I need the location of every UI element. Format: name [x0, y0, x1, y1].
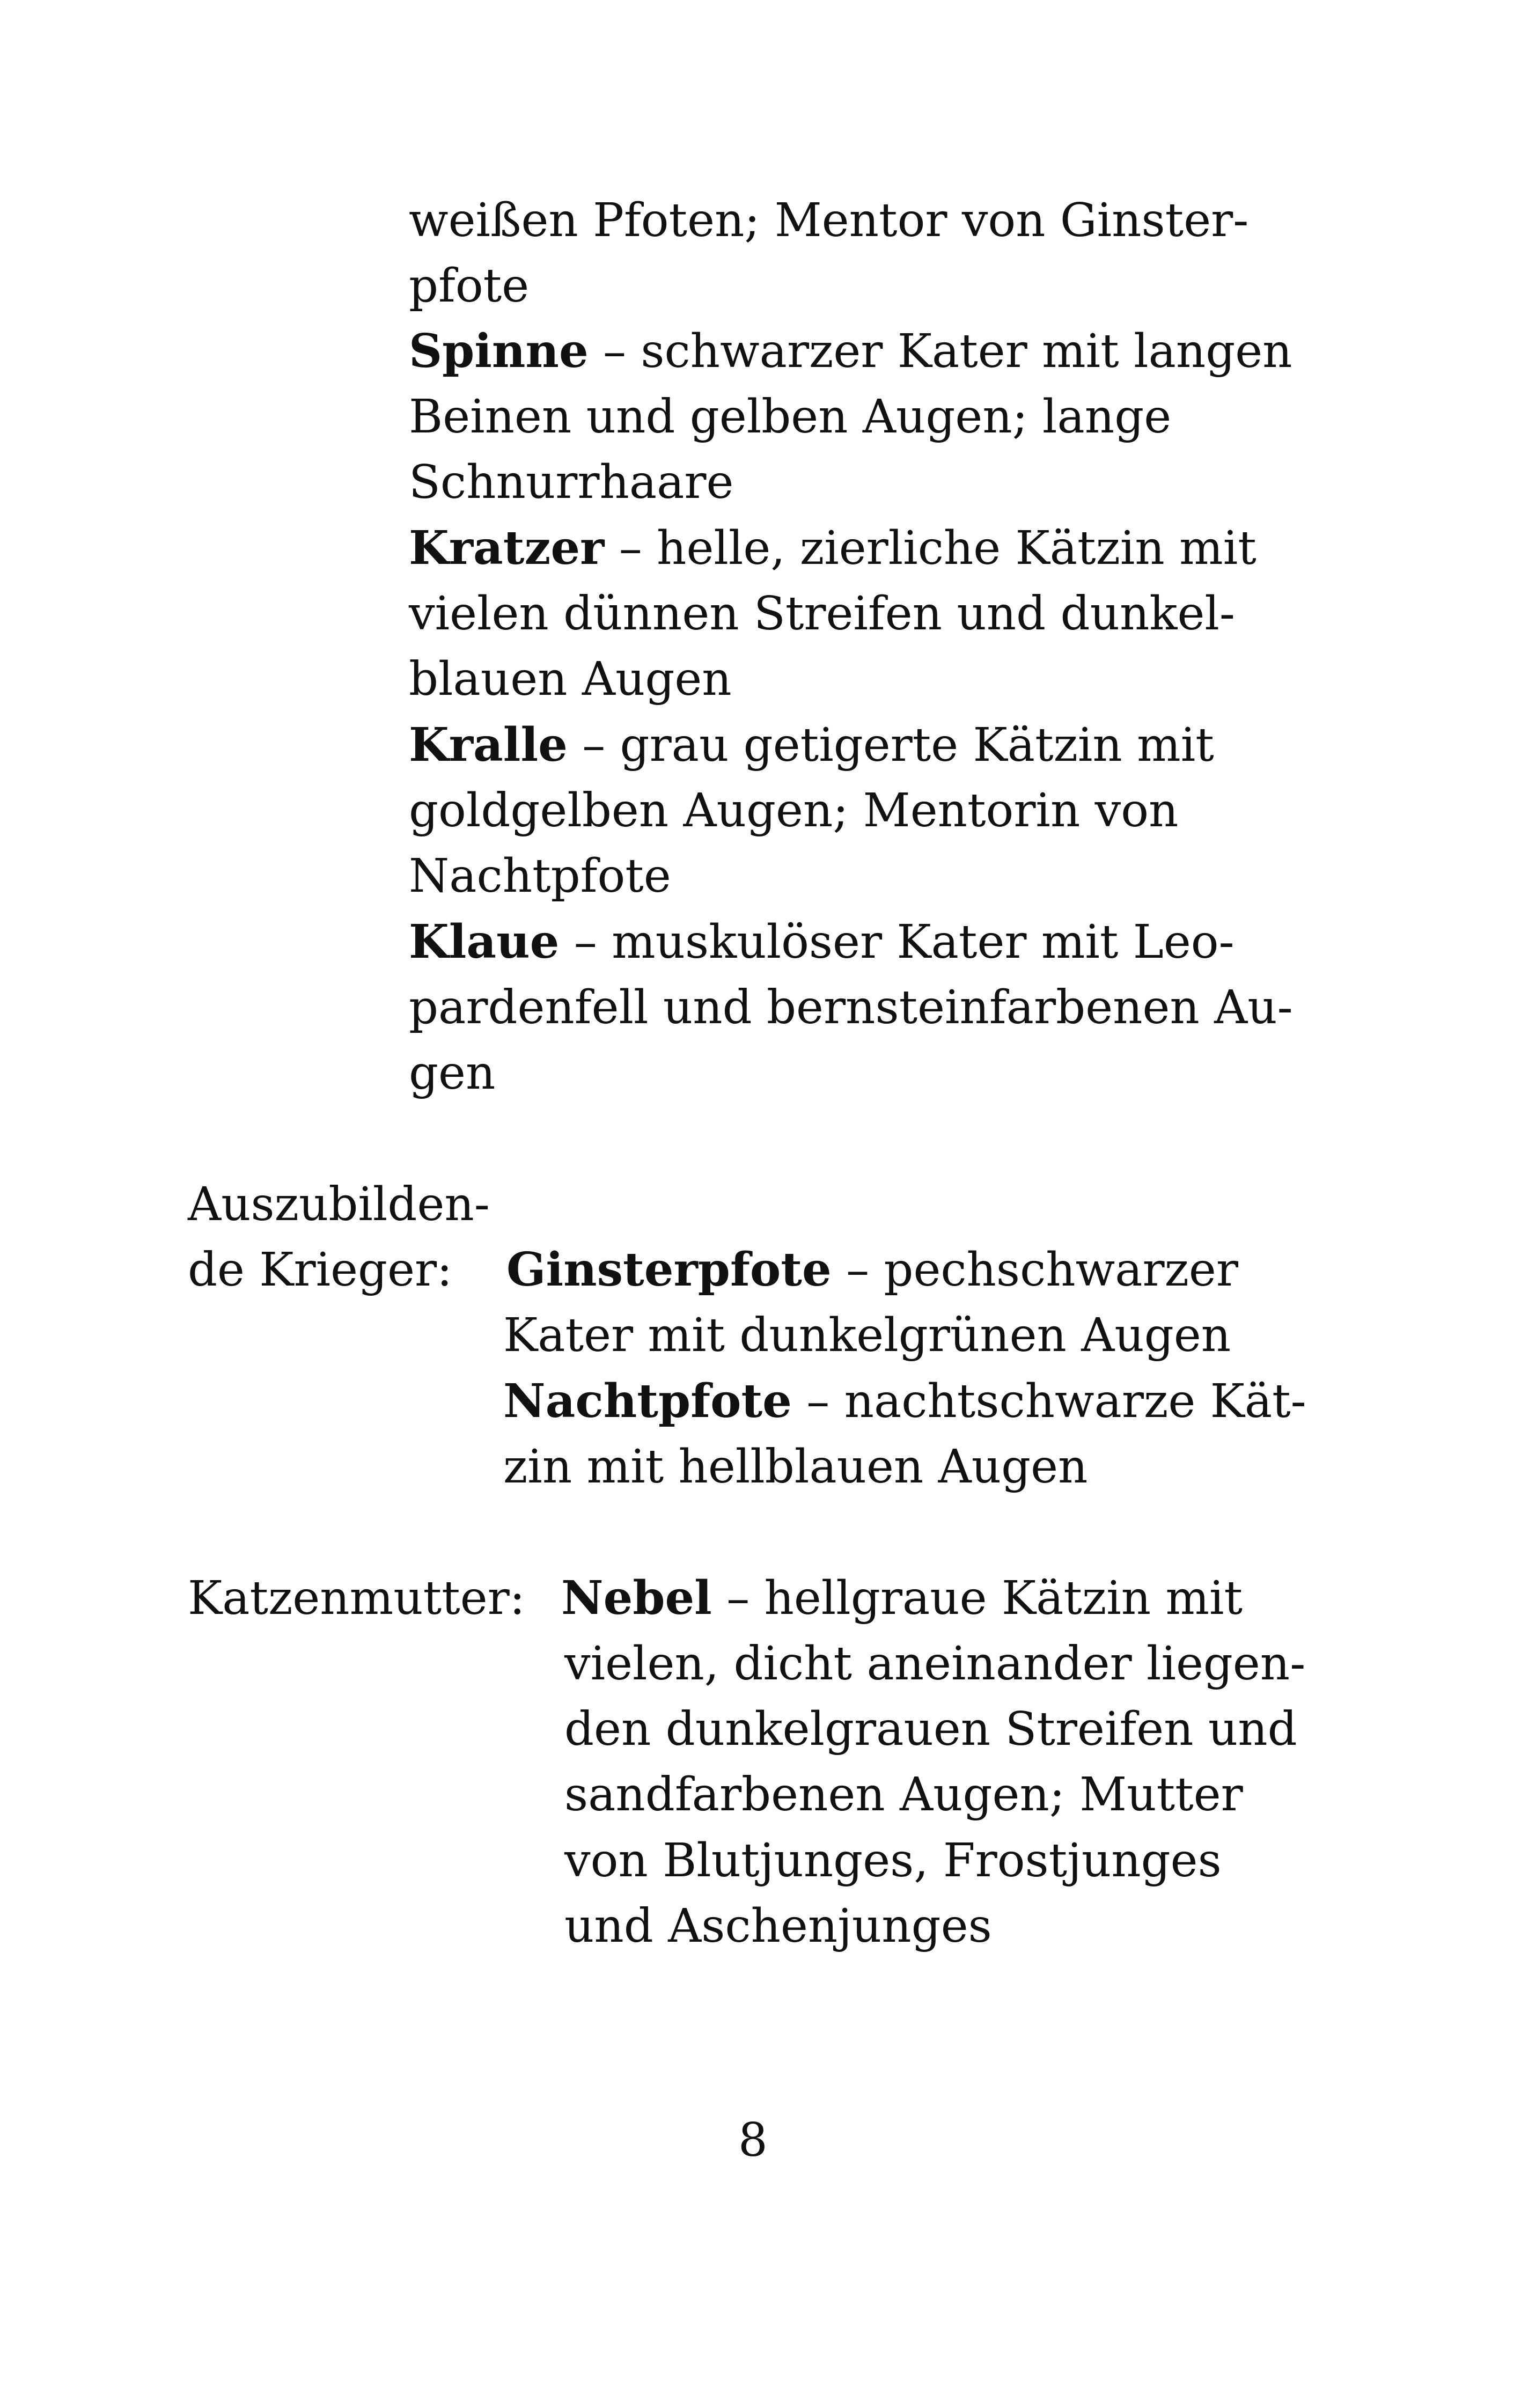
- entry-line: von Blutjunges, Frostjunges: [564, 1834, 1222, 1888]
- character-name: Kratzer: [409, 521, 605, 575]
- character-name: Klaue: [409, 915, 560, 969]
- entry-line: Beinen und gelben Augen; lange: [409, 390, 1172, 444]
- entry-line: zin mit hellblauen Augen: [503, 1440, 1088, 1494]
- entry-text: – hellgraue Kätzin mit: [726, 1572, 1243, 1625]
- entry-first-line: [503, 1374, 1306, 1428]
- character-name: Kralle: [409, 718, 568, 772]
- entry-text: – pechschwarzer: [846, 1243, 1238, 1297]
- entry-text: – schwarzer Kater mit langen: [603, 325, 1292, 378]
- entry-text: – nachtschwarze Kät-: [806, 1375, 1306, 1428]
- entry-line: goldgelben Augen; Mentorin von: [409, 784, 1179, 838]
- entry-first-line: [409, 324, 1292, 378]
- entry-text: – muskulöser Kater mit Leo-: [574, 915, 1235, 969]
- section-label: Katzenmutter:: [188, 1572, 525, 1625]
- entry-line: Schnurrhaare: [409, 456, 734, 509]
- entry-line: den dunkelgrauen Streifen und: [564, 1702, 1297, 1756]
- entry-line: gen: [409, 1046, 496, 1100]
- entry-line: Kater mit dunkelgrünen Augen: [503, 1309, 1231, 1362]
- entry-line: sandfarbenen Augen; Mutter: [564, 1768, 1243, 1822]
- entry-line: und Aschenjunges: [564, 1899, 992, 1953]
- entry-first-line: [409, 521, 1257, 575]
- entry-first-line: [409, 718, 1214, 772]
- continued-entry-line: weißen Pfoten; Mentor von Ginster-: [409, 194, 1249, 247]
- entry-first-line: [561, 1571, 1243, 1625]
- character-name: Spinne: [409, 324, 589, 378]
- character-name: Ginsterpfote: [506, 1243, 832, 1297]
- entry-line: vielen, dicht aneinander liegen-: [564, 1637, 1306, 1691]
- character-name: Nebel: [561, 1571, 712, 1625]
- entry-text: – helle, zierliche Kätzin mit: [619, 522, 1257, 575]
- entry-line: pardenfell und bernsteinfarbenen Au-: [409, 981, 1293, 1034]
- section-label: de Krieger:: [188, 1243, 453, 1297]
- entry-line: vielen dünnen Streifen und dunkel-: [409, 587, 1235, 641]
- character-name: Nachtpfote: [503, 1374, 792, 1428]
- entry-line: Nachtpfote: [409, 849, 671, 903]
- section-label: Auszubilden-: [188, 1178, 490, 1231]
- entry-line: blauen Augen: [409, 652, 732, 706]
- entry-text: – grau getigerte Kätzin mit: [582, 718, 1214, 772]
- entry-first-line: [506, 1243, 1238, 1297]
- entry-first-line: [409, 915, 1235, 969]
- page-number: 8: [738, 2113, 768, 2167]
- continued-entry-line: pfote: [409, 259, 530, 313]
